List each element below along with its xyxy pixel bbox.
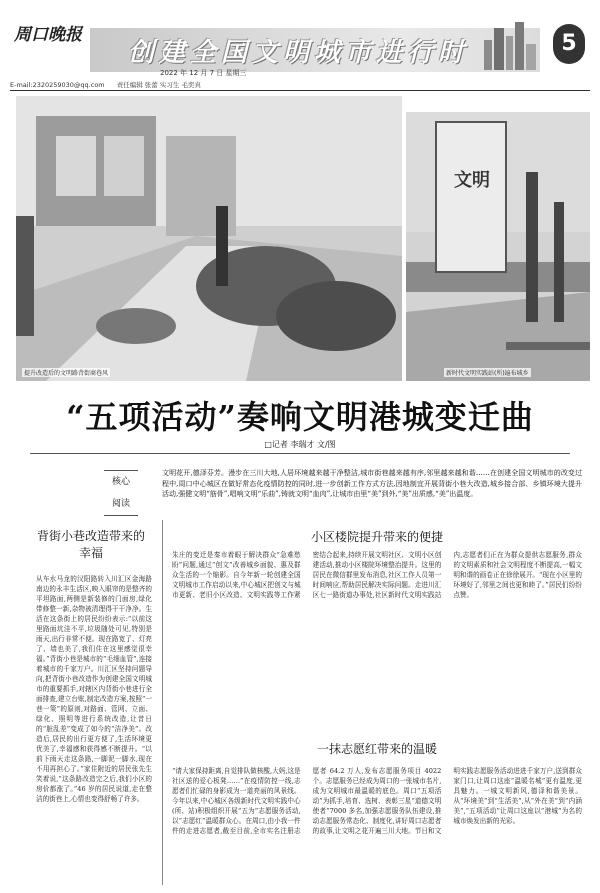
article-byline: □记者 李瑞才 文/图 — [264, 440, 336, 449]
section-text-3: “请大家保持距离,自觉排队做核酸,大妈,这是社区送的爱心板凳……”在疫情防控一线,志愿者们忙碌的身影成为一道亮丽的风景线。今年以来,中心城区各级新时代文明实践中心(所、站)积极组织开展“五为”志愿服务活动,以“志愿红”温暖群众心。在周口,由小我一件件的走进志愿者,截至目前,全市实名注册志愿者 64.2 万人,发布志愿服务项目 4022 个。志愿服务已经成为周口的一张城市名片,成为文明城市最温暖的底色。周口“五项活动”为抓手,培育、选树、表彰三星“道德文明使者”7000 多名,加强志愿服务队伍建设,推动志愿服务常态化、制度化,讲好周口志愿者的故事,让文明之花开遍三川大地。节日和文明实践志愿服务活动进进千家万户,送到群众家门口,让周口这座“温暖名城”更有温度,更具魅力。一城文明新风,德泽和谐美景。从“环境美”到“生活美”,从“外在美”到“内涵美”,“五项活动”让周口这座以“港城”为名的城市焕发出新的光彩。 — [172, 767, 582, 835]
core-reading-box — [104, 470, 138, 516]
editor-email — [10, 80, 201, 89]
section-text-2: 朱庄的变迁是秦市着眼于解决群众“急难愁盼”问题,通过“创文”改善城乡面貌、惠及群众生活的一个缩影。自今年新一轮创建全国文明城市工作启动以来,中心城区把创文与城市更新、老旧小区改造、文明实践等工作紧密结合起来,持续开展文明社区、文明小区创建活动,推动小区楼院环境整治提升。这里的居民在微信群里发布消息,社区工作人员第一时间响应,帮助居民解决实际问题。走进川汇区七一路街道办事处,社区新时代文明实践站内,志愿者们正在为群众提供志愿服务,群众的文明素质和社会文明程度不断提高,一幅文明和谐的画卷正在徐徐展开。“现在小区里的环境好了,邻里之间也更和睦了。”居民们纷纷点赞。 — [172, 551, 582, 599]
right-photo-caption: 新时代文明实践站(所)遍布城乡 — [446, 370, 529, 377]
article-headline: “五项活动”奏响文明港城变迁曲 — [66, 398, 534, 436]
page-slogan: 创建全国文明城市进行时 — [128, 38, 470, 68]
kicker-line-2: 阅读 — [111, 499, 130, 509]
column-divider — [162, 520, 163, 885]
right-photo — [406, 112, 590, 381]
section-heading-1: 背街小巷改造带来的幸福 — [36, 529, 145, 560]
article-lead: 文明花开,德泽芬芳。漫步在三川大地,人居环境越来越干净整洁,城市街巷越来越有序,邻里越来越和谐……在创建全国文明城市的改变过程中,周口中心城区在做好常态化疫情防控的同时,进一步创新工作方式方法,因地制宜开展背街小巷大改造,城乡接合部、乡镇环境大提升活动,强健文明“筋骨”,唱响文明“乐曲”,铸就文明“血肉”,让城市由里“美”到外,“美”出质感,“美”出温度。 — [162, 469, 582, 498]
email-text: E-mail:2320259030@qq.com — [10, 81, 105, 89]
page-number: 5 — [553, 24, 585, 64]
newspaper-logo: 周口晚报 — [14, 25, 82, 45]
section-heading-3: 一抹志愿红带来的温暖 — [316, 742, 437, 756]
headline-rule — [30, 453, 570, 454]
city-skyline-icon — [480, 14, 550, 70]
wenming-sign-text: 文明 — [454, 170, 490, 191]
section-heading-2: 小区楼院提升带来的便捷 — [310, 530, 443, 544]
street-scene-image — [16, 96, 402, 381]
kicker-line-1: 核心 — [111, 477, 130, 487]
editors-text: 责任编辑 张蕾 实习生 毛奕真 — [116, 81, 201, 89]
countryside-image — [406, 112, 590, 381]
left-photo-caption: 提升改造后的文明路背街商巷风 — [24, 370, 109, 377]
issue-date: 2022 年 12 月 7 日 星期三 — [160, 69, 247, 77]
header-rule — [10, 90, 590, 91]
left-photo — [16, 96, 402, 381]
section-text-1: 从车水马龙的汉阳路转入川汇区金海路南边的永丰生活区,映入眼帘的是整齐的平坦路面,两侧是新装修的门面房,绿化带修整一新,杂物被清理得干干净净。生活在这条街上的居民纷纷表示:“以前这里路面坑洼不平,垃圾随处可见,特别是雨天,出行非常不便。现在路宽了、灯亮了、墙也美了,我们住在这里感觉很幸福。”背街小巷是城市的“毛细血管”,连接着城市的千家万户。川汇区坚持问题导向,把背街小巷改造作为创建全国文明城市的重要抓手,对辖区内背街小巷进行全面排查,建立台账,制定改造方案,按照“一巷一策”的原则,对路面、管网、立面、绿化、照明等进行系统改造,让昔日的“脏乱差”变成了如今的“洁净美”。改造后,居民的出行更方便了,生活环境更优美了,幸福感和获得感不断提升。“以前下雨天走这条路,一脚泥一脚水,现在不用再担心了。”家住附近的居民张先生笑着说,“这条路改造完之后,我们小区的房价都涨了。”46 岁的居民说道,走在整洁的街巷上,心情也变得舒畅了许多。 — [36, 575, 152, 803]
